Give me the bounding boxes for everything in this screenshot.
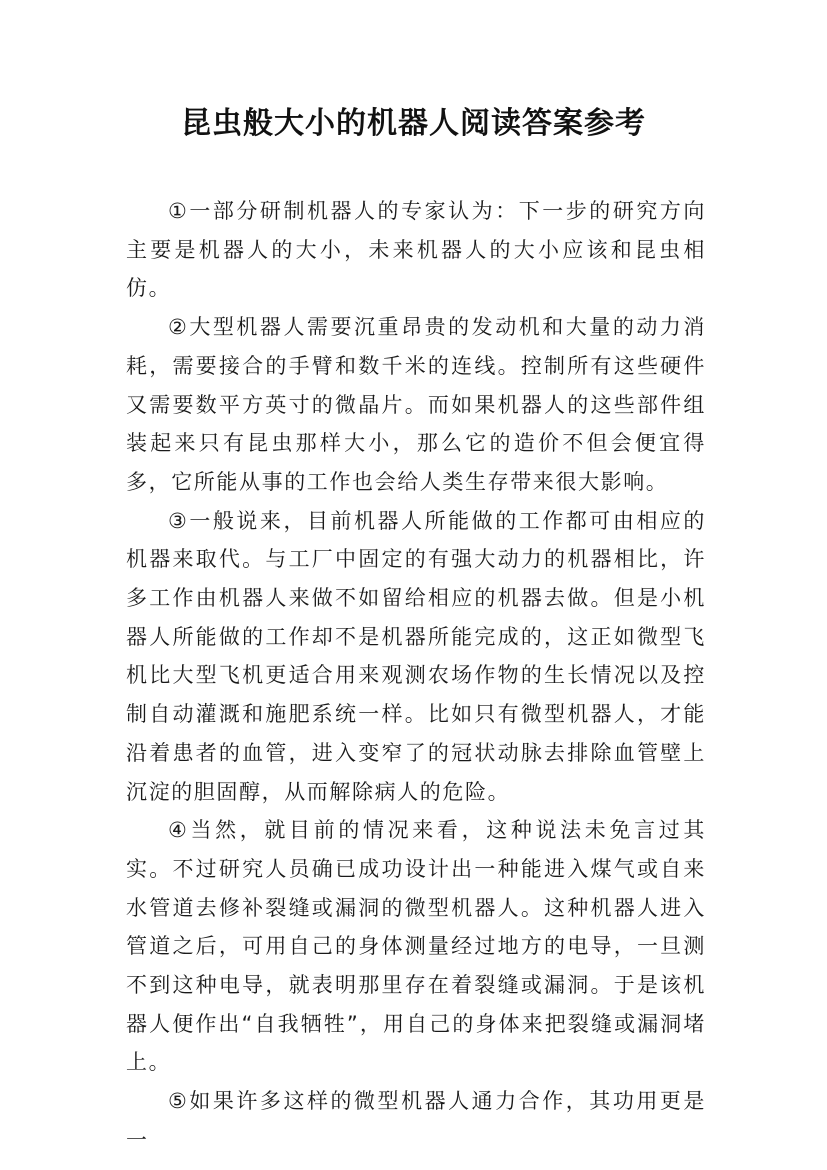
paragraph-2: ②大型机器人需要沉重昂贵的发动机和大量的动力消耗，需要接合的手臂和数千米的连线。控制所有这些硬件又需要数平方英寸的微晶片。而如果机器人的这些部件组装起来只有昆虫那样大小，那么它的造价不但会便宜得多，它所能从事的工作也会给人类生存带来很大影响。 (126, 315, 706, 494)
document-body (126, 192, 706, 1160)
paragraph-1: ①一部分研制机器人的专家认为：下一步的研究方向主要是机器人的大小，未来机器人的大小应该和昆虫相仿。 (126, 199, 706, 301)
paragraph-5: ⑤如果许多这样的微型机器人通力合作，其功用更是一 (126, 1089, 706, 1152)
paragraph-3: ③一般说来，目前机器人所能做的工作都可由相应的机器来取代。与工厂中固定的有强大动力的机器相比，许多工作由机器人来做不如留给相应的机器去做。但是小机器人所能做的工作却不是机器所能完成的，这正如微型飞机比大型飞机更适合用来观测农场作物的生长情况以及控制自动灌溉和施肥系统一样。比如只有微型机器人，才能沿着患者的血管，进入变窄了的冠状动脉去排除血管壁上沉淀的胆固醇，从而解除病人的危险。 (126, 508, 706, 804)
document-title: 昆虫般大小的机器人阅读答案参考 (181, 106, 646, 141)
paragraph-4: ④当然，就目前的情况来看，这种说法未免言过其实。不过研究人员确已成功设计出一种能进入煤气或自来水管道去修补裂缝或漏洞的微型机器人。这种机器人进入管道之后，可用自己的身体测量经过地方的电导，一旦测不到这种电导，就表明那里存在着裂缝或漏洞。于是该机器人便作出“自我牺牲”，用自己的身体来把裂缝或漏洞堵上。 (126, 818, 706, 1075)
